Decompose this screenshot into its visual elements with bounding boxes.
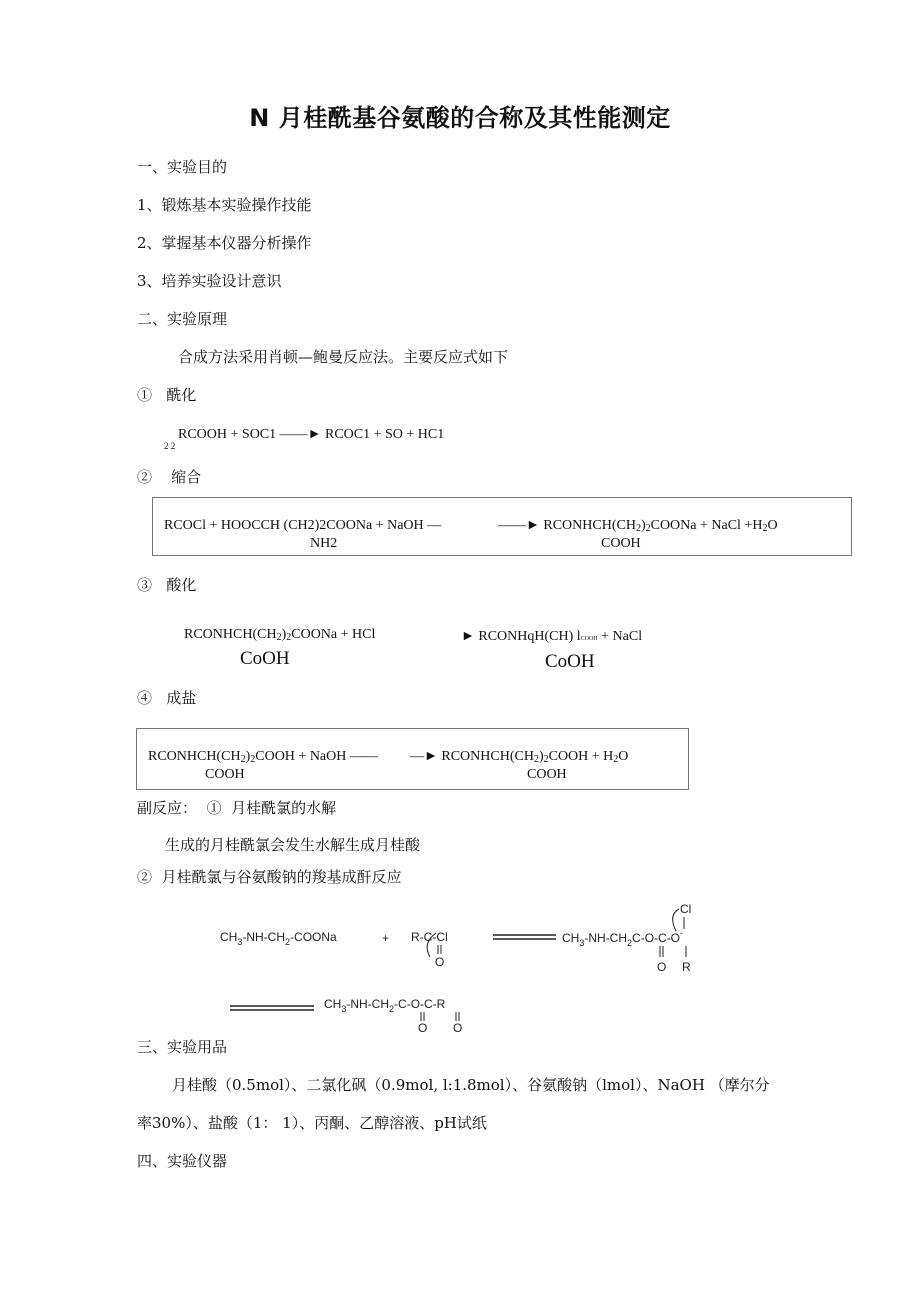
- reaction-arrow: —►: [410, 749, 438, 764]
- step-3-products: ► RCONHqH(CH) lCOOH + NaCl: [461, 629, 643, 644]
- step-label: 缩合: [171, 468, 202, 486]
- step-3-reactants: $RCONHCH(CH_2)_2COONa$ + HCl: [184, 627, 376, 643]
- step-3-heading: [137, 574, 196, 595]
- principle-intro: 合成方法采用肖顿—鲍曼反应法。主要反应式如下: [178, 348, 509, 366]
- mech-intermediate: $CH_3-NH-CH_2C-O-C-O^-$: [562, 928, 684, 948]
- page-title: N 月桂酰基谷氨酸的合称及其性能测定: [249, 104, 671, 132]
- step-3-product-sub: CoOH: [545, 651, 595, 672]
- step-2-reactant-sub: NH2: [310, 536, 338, 551]
- mech-plus: +: [382, 931, 390, 945]
- objective-item: 2、掌握基本仪器分析操作: [137, 234, 312, 252]
- mech-curved-arrow: [673, 909, 679, 931]
- objective-item: 1、锻炼基本实验操作技能: [137, 196, 312, 214]
- reactants: RCOOH + SOC1: [178, 427, 277, 442]
- step-number: ①: [137, 386, 153, 404]
- section-heading-objectives: 一、实验目的: [137, 158, 228, 176]
- step-label: 成盐: [166, 689, 197, 707]
- step-3-reactant-sub: CoOH: [240, 648, 290, 669]
- step-4-heading: [137, 687, 196, 708]
- step-2-product-sub: COOH: [601, 536, 641, 551]
- materials-line: 率30%）、盐酸（1： 1）、丙酮、乙醇溶液、pH试纸: [137, 1114, 487, 1132]
- side-reaction-label: 副反应：: [137, 799, 198, 817]
- step-number: ③: [137, 576, 153, 594]
- step-label: 酰化: [166, 386, 197, 404]
- step-2-reactants: RCOCl + HOOCCH (CH2)2COONa + NaOH —: [164, 518, 442, 533]
- mech-acyl-chloride: R-C-Cl: [411, 930, 448, 944]
- reaction-arrow: ►: [461, 629, 475, 644]
- step-number: ④: [137, 689, 153, 707]
- products: RCOC1 + SO + HC1: [325, 427, 445, 442]
- mech-anhydride-o: O: [418, 1021, 428, 1035]
- mech-glutamate: $CH_3-NH-CH_2$-COONa: [220, 930, 337, 947]
- section-heading-principle: 二、实验原理: [137, 310, 228, 328]
- section-heading-materials: 三、实验用品: [137, 1038, 228, 1056]
- section-heading-instruments: 四、实验仪器: [137, 1152, 228, 1170]
- step-2-heading: [137, 466, 201, 487]
- step-4-product-sub: COOH: [527, 767, 567, 782]
- step-2-products: ——► $RCONHCH(CH_2)_2COONa$ + NaCl $+H_2O$: [498, 518, 778, 534]
- step-label: 酸化: [166, 576, 197, 594]
- step-4-reactant-sub: COOH: [205, 767, 245, 782]
- side-reaction-1: 副反应： ① 月桂酰氯的水解: [137, 799, 337, 817]
- step-1-heading: [137, 384, 196, 405]
- step-1-subscripts: 2 2: [164, 441, 176, 451]
- side-reaction-2: ② 月桂酰氯与谷氨酸钠的羧基成酐反应: [137, 868, 402, 886]
- step-number: ②: [137, 468, 153, 486]
- mech-intermediate-o: O: [657, 960, 667, 974]
- side-reaction-1-desc: 生成的月桂酰氯会发生水解生成月桂酸: [165, 836, 421, 854]
- mech-anhydride-o: O: [453, 1021, 463, 1035]
- mech-intermediate-cl: Cl: [680, 902, 692, 916]
- objective-item: 3、培养实验设计意识: [137, 272, 282, 290]
- reaction-arrow: ——►: [498, 518, 540, 533]
- materials-line: 月桂酸（0.5mol）、二氯化砜（0.9mol, l:1.8mol）、谷氨酸钠（lmol）、NaOH （摩尔分: [172, 1076, 770, 1094]
- step-4-reactants: $RCONHCH(CH_2)_2COOH$ + NaOH ——: [148, 749, 378, 765]
- step-4-products: —► $RCONHCH(CH_2)_2COOH + H_2O$: [410, 749, 629, 765]
- mech-acyl-oxygen: O: [435, 955, 445, 969]
- mech-intermediate-r: R: [682, 960, 691, 974]
- mech-anhydride: $CH_3-NH-CH_2-C-O-C-R$: [324, 997, 446, 1014]
- reaction-arrow: ——►: [279, 427, 322, 442]
- step-1-equation: [178, 427, 444, 443]
- anhydride-mechanism-diagram: [210, 895, 730, 1035]
